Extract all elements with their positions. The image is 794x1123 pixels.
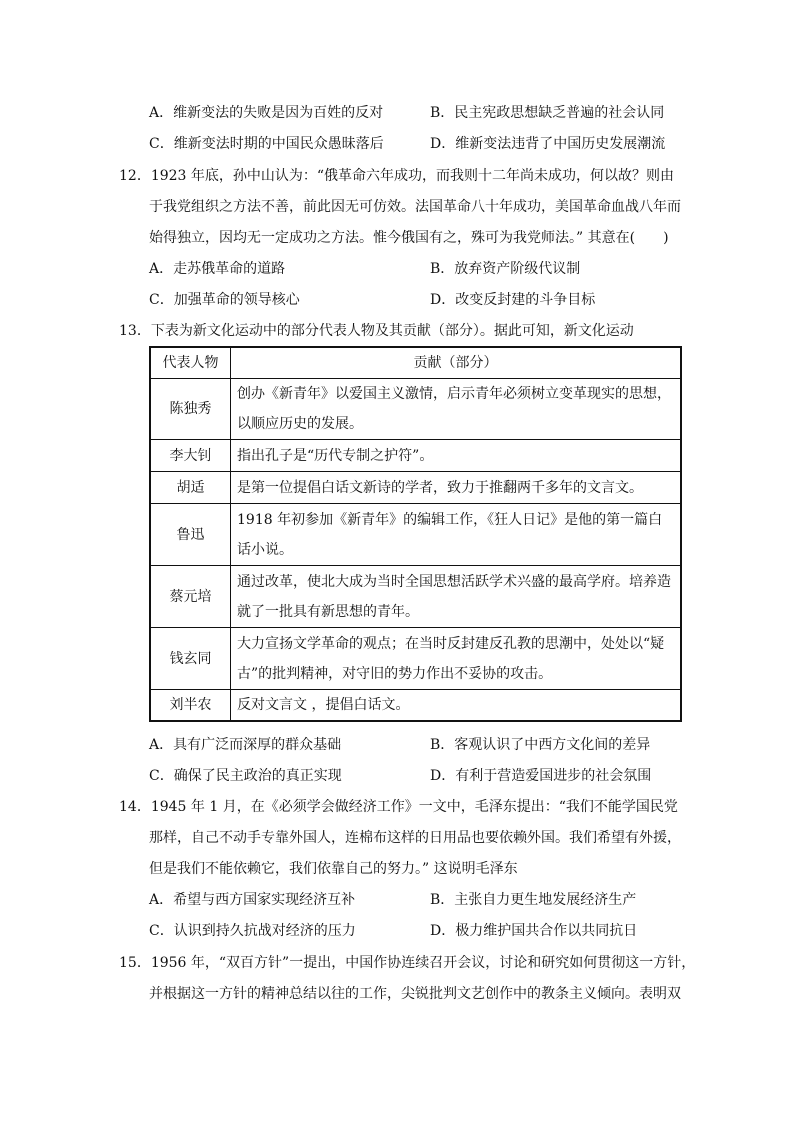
person-contribution: 大力宣扬文学革命的观点；在当时反封建反孔教的思潮中，处处以“疑古”的批判精神，对守旧的势力作出不妥协的攻击。 — [231, 628, 682, 690]
table-row — [150, 440, 681, 472]
table-header-row — [150, 347, 681, 379]
q14-option-b: B．主张自力更生地发展经济生产 — [430, 892, 637, 908]
q15-stem-line-2: 并根据这一方针的精神总结以往的工作，尖锐批判文艺创作中的教条主义倾向。表明双 — [149, 986, 681, 1002]
q14-stem-line-1: 14．1945 年 1 月，在《必须学会做经济工作》一文中，毛泽东提出：“我们不能学国民党 — [119, 799, 678, 815]
q11-option-d: D．维新变法违背了中国历史发展潮流 — [430, 136, 666, 152]
q11-option-c: C．维新变法时期的中国民众愚昧落后 — [149, 136, 384, 152]
q13-stem: 13．下表为新文化运动中的部分代表人物及其贡献（部分）。据此可知，新文化运动 — [119, 323, 634, 339]
q13-option-d: D．有利于营造爱国进步的社会氛围 — [430, 768, 652, 784]
person-name: 鲁迅 — [150, 504, 231, 566]
table-header-person: 代表人物 — [150, 347, 231, 379]
person-contribution: 1918 年初参加《新青年》的编辑工作，《狂人日记》是他的第一篇白话小说。 — [231, 504, 682, 566]
q13-option-a: A．具有广泛而深厚的群众基础 — [149, 737, 342, 753]
table-row — [150, 379, 681, 440]
q12-option-d: D．改变反封建的斗争目标 — [430, 292, 596, 308]
person-contribution: 是第一位提倡白话文新诗的学者，致力于推翻两千多年的文言文。 — [231, 472, 682, 504]
person-contribution: 指出孔子是“历代专制之护符”。 — [231, 440, 682, 472]
table-row — [150, 690, 681, 722]
q12-stem-line-3: 始得独立，因均无一定成功之方法。惟今俄国有之，殊可为我党师法。” 其意在( ) — [149, 230, 669, 246]
person-name: 陈独秀 — [150, 379, 231, 440]
q13-option-c: C．确保了民主政治的真正实现 — [149, 768, 342, 784]
person-name: 蔡元培 — [150, 566, 231, 628]
q12-stem-line-2: 于我党组织之方法不善，前此因无可仿效。法国革命八十年成功，美国革命血战八年而 — [149, 199, 681, 215]
q12-option-c: C．加强革命的领导核心 — [149, 292, 300, 308]
q12-stem-line-1: 12．1923 年底，孙中山认为：“俄革命六年成功，而我则十二年尚未成功，何以故？则由 — [119, 168, 675, 184]
person-name: 胡适 — [150, 472, 231, 504]
q14-stem-line-2: 那样，自己不动手专靠外国人，连棉布这样的日用品也要依赖外国。我们希望有外援， — [149, 830, 681, 846]
q13-option-b: B．客观认识了中西方文化间的差异 — [430, 737, 651, 753]
table-header-contribution: 贡献（部分） — [231, 347, 682, 379]
q14-stem-line-3: 但是我们不能依赖它，我们依靠自己的努力。” 这说明毛泽东 — [149, 861, 518, 877]
q14-option-a: A．希望与西方国家实现经济互补 — [149, 892, 356, 908]
person-name: 李大钊 — [150, 440, 231, 472]
q12-option-a: A．走苏俄革命的道路 — [149, 261, 286, 277]
person-contribution: 创办《新青年》以爱国主义激情，启示青年必须树立变革现实的思想，以顺应历史的发展。 — [231, 379, 682, 440]
q15-stem-line-1: 15．1956 年，“双百方针”一提出，中国作协连续召开会议，讨论和研究如何贯彻这一方针， — [119, 955, 696, 971]
q14-option-d: D．极力维护国共合作以共同抗日 — [430, 923, 638, 939]
person-contribution: 通过改革，使北大成为当时全国思想活跃学术兴盛的最高学府。培养造就了一批具有新思想的青年。 — [231, 566, 682, 628]
person-contribution: 反对文言文 ，提倡白话文。 — [231, 690, 682, 722]
q14-option-c: C．认识到持久抗战对经济的压力 — [149, 923, 356, 939]
q11-option-b: B．民主宪政思想缺乏普遍的社会认同 — [430, 105, 665, 121]
table-row — [150, 504, 681, 566]
table-row — [150, 472, 681, 504]
q11-option-a: A．维新变法的失败是因为百姓的反对 — [149, 105, 384, 121]
table-row — [150, 566, 681, 628]
person-name: 刘半农 — [150, 690, 231, 722]
person-name: 钱玄同 — [150, 628, 231, 690]
contribution-table — [149, 346, 682, 722]
table-row — [150, 628, 681, 690]
q12-option-b: B．放弃资产阶级代议制 — [430, 261, 581, 277]
